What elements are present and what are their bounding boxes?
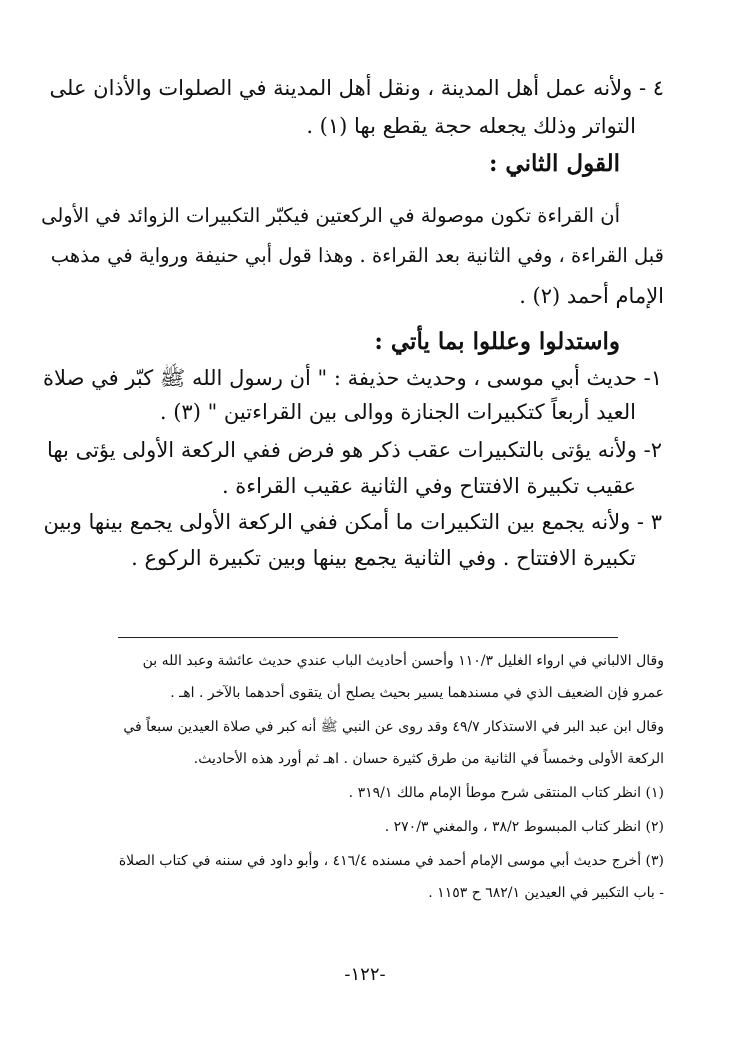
body-line-10: ٢- ولأنه يؤتى بالتكبيرات عقب ذكر هو فرض ففي الركعة الأولى يؤتى بها: [46, 438, 662, 462]
footnote-1: (١) انظر كتاب المنتقى شرح موطأ الإمام مالك ٣١٩/١ .: [348, 785, 664, 801]
page-number: -١٢٢-: [344, 964, 386, 985]
body-line-9: العيد أربعاً كتكبيرات الجنازة ووالى بين القراءتين " (٣) .: [159, 400, 636, 424]
evidence-heading: واستدلوا وعللوا بما يأتي :: [374, 328, 620, 355]
body-line-8: ١- حديث أبي موسى ، وحديث حذيفة : " أن رسول الله ﷺ كبّر في صلاة: [43, 366, 662, 390]
body-line-11: عقيب تكبيرة الافتتاح وفي الثانية عقيب القراءة .: [221, 474, 636, 498]
body-line-13: تكبيرة الافتتاح . وفي الثانية يجمع بينها وبين تكبيرة الركوع .: [131, 546, 636, 570]
body-line-6: الإمام أحمد (٢) .: [519, 284, 664, 308]
footnote-3: (٣) أخرج حديث أبي موسى الإمام أحمد في مسنده ٤١٦/٤ ، وأبو داود في سننه في كتاب الصلاة: [118, 853, 664, 869]
footnote-3-continued: - باب التكبير في العيدين ٦٨٢/١ ح ١١٥٣ .: [428, 885, 664, 901]
body-line-2: التواتر وذلك يجعله حجة يقطع بها (١) .: [306, 114, 636, 138]
footnote-line-2: عمرو فإن الضعيف الذي في مسندهما يسير بحيث يصلح أن يتقوى أحدهما بالآخر . اهـ .: [170, 685, 664, 701]
body-line-1: ٤ - ولأنه عمل أهل المدينة ، ونقل أهل المدينة في الصلوات والأذان على: [49, 76, 664, 100]
footnote-line-1: وقال الالباني في ارواء الغليل ١١٠/٣ وأحسن أحاديث الباب عندي حديث عائشة وعبد الله بن: [142, 653, 664, 669]
body-line-12: ٣ - ولأنه يجمع بين التكبيرات ما أمكن ففي الركعة الأولى يجمع بينها وبين: [43, 510, 662, 534]
section-heading: القول الثاني :: [488, 150, 620, 177]
body-line-5: قبل القراءة ، وفي الثانية بعد القراءة . وهذا قول أبي حنيفة ورواية في مذهب: [50, 244, 664, 267]
footnote-divider: [118, 637, 618, 638]
footnote-line-3: وقال ابن عبد البر في الاستذكار ٤٩/٧ وقد روى عن النبي ﷺ أنه كبر في صلاة العيدين سبعاً في: [123, 719, 664, 735]
footnote-line-4: الركعة الأولى وخمساً في الثانية من طرق كثيرة حسان . اهـ ثم أورد هذه الأحاديث.: [193, 751, 664, 767]
body-line-4: أن القراءة تكون موصولة في الركعتين فيكبّر التكبيرات الزوائد في الأولى: [41, 204, 620, 227]
footnote-2: (٢) انظر كتاب المبسوط ٣٨/٢ ، والمغني ٢٧٠/٣ .: [384, 819, 664, 835]
